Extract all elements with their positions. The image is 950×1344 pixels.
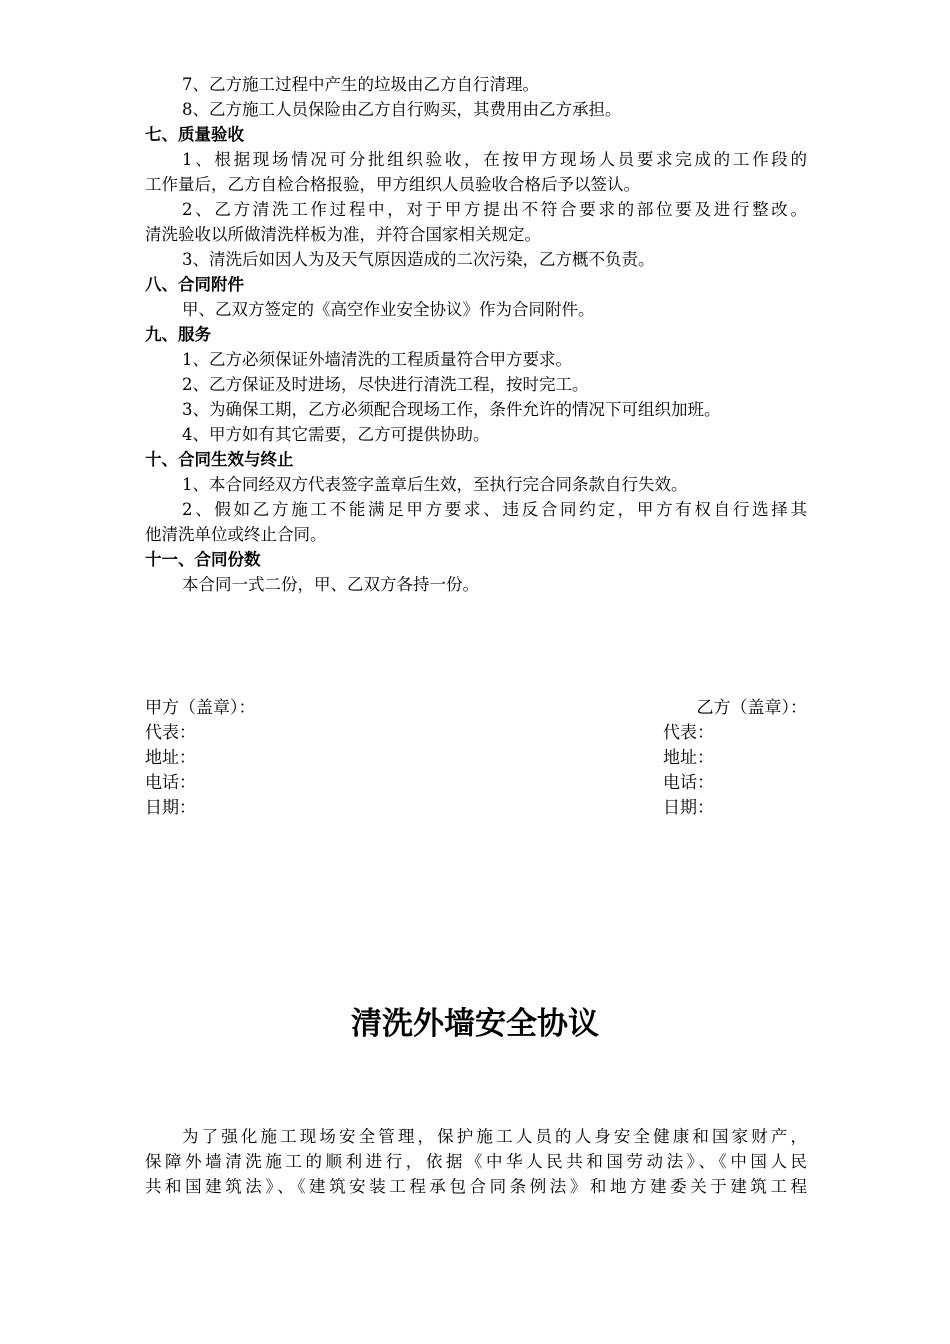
paragraph-line: 本合同一式二份，甲、乙双方各持一份。	[182, 575, 479, 594]
section-heading: 九、服务	[145, 325, 211, 344]
agreement-title: 清洗外墙安全协议	[351, 1006, 599, 1042]
paragraph-line: 1、本合同经双方代表签字盖章后生效，至执行完合同条款自行失效。	[182, 475, 688, 494]
paragraph-line: 2、乙方清洗工作过程中，对于甲方提出不符合要求的部位要及进行整改。	[182, 200, 807, 219]
party-b-date-label: 日期：	[663, 798, 714, 818]
paragraph-line: 8、乙方施工人员保险由乙方自行购买，其费用由乙方承担。	[182, 100, 622, 119]
party-a-date-label: 日期：	[145, 798, 196, 818]
paragraph-line: 4、甲方如有其它需要，乙方可提供协助。	[182, 425, 490, 444]
paragraph-continuation-line: 保障外墙清洗施工的顺利进行，依据《中华人民共和国劳动法》、《中国人民	[145, 1152, 807, 1171]
signature-row-date	[145, 796, 807, 821]
party-a-address-label: 地址：	[145, 748, 196, 768]
section-heading: 八、合同附件	[145, 275, 244, 294]
paragraph-continuation-line: 他清洗单位或终止合同。	[145, 525, 327, 544]
party-b-seal-label: 乙方（盖章）：	[696, 698, 807, 718]
paragraph-line: 为了强化施工现场安全管理，保护施工人员的人身安全健康和国家财产，	[182, 1127, 807, 1146]
paragraph-line: 甲、乙双方签定的《高空作业安全协议》作为合同附件。	[182, 300, 595, 319]
section-heading: 七、质量验收	[145, 125, 244, 144]
paragraph-line: 2、乙方保证及时进场，尽快进行清洗工程，按时完工。	[182, 375, 589, 394]
party-b-address-label: 地址：	[663, 748, 714, 768]
section-heading: 十、合同生效与终止	[145, 450, 294, 469]
party-b-representative-label: 代表：	[663, 723, 714, 743]
paragraph-line: 3、为确保工期，乙方必须配合现场工作，条件允许的情况下可组织加班。	[182, 400, 721, 419]
paragraph-continuation-line: 共和国建筑法》、《建筑安装工程承包合同条例法》和地方建委关于建筑工程	[145, 1177, 807, 1196]
party-a-phone-label: 电话：	[145, 773, 196, 793]
section-heading: 十一、合同份数	[145, 550, 261, 569]
party-a-representative-label: 代表：	[145, 723, 196, 743]
paragraph-continuation-line: 工作量后，乙方自检合格报验，甲方组织人员验收合格后予以签认。	[145, 175, 640, 194]
signature-row-phone	[145, 771, 807, 796]
paragraph-continuation-line: 清洗验收以所做清洗样板为准，并符合国家相关规定。	[145, 225, 541, 244]
paragraph-line: 1、乙方必须保证外墙清洗的工程质量符合甲方要求。	[182, 350, 572, 369]
paragraph-line: 7、乙方施工过程中产生的垃圾由乙方自行清理。	[182, 75, 539, 94]
party-b-phone-label: 电话：	[663, 773, 714, 793]
signature-row-representative	[145, 721, 807, 746]
paragraph-line: 3、清洗后如因人为及天气原因造成的二次污染，乙方概不负责。	[182, 250, 655, 269]
contract-body	[145, 72, 807, 597]
signature-row-seal	[145, 696, 807, 721]
paragraph-line: 2、假如乙方施工不能满足甲方要求、违反合同约定，甲方有权自行选择其	[182, 500, 807, 519]
agreement-intro	[145, 1124, 807, 1199]
signature-block	[145, 696, 807, 821]
party-a-seal-label: 甲方（盖章）：	[145, 698, 256, 718]
signature-row-address	[145, 746, 807, 771]
paragraph-line: 1、根据现场情况可分批组织验收，在按甲方现场人员要求完成的工作段的	[182, 150, 807, 169]
